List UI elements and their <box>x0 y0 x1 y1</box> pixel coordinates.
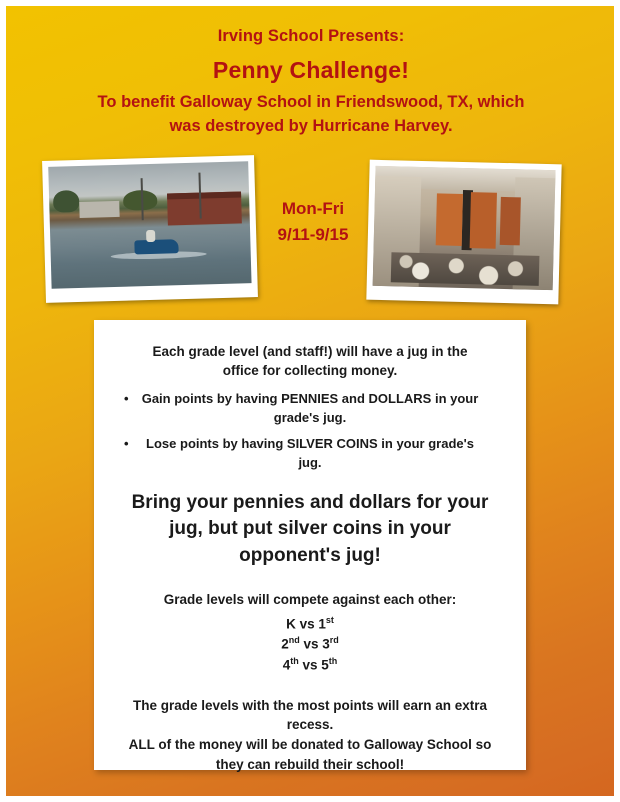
door-shape <box>470 192 497 249</box>
call-to-action-text: Bring your pennies and dollars for your jug, but put silver coins in your opponent's jug! <box>131 492 489 566</box>
flooded-street-photo-frame <box>48 161 251 289</box>
flooded-street-photo <box>42 155 258 303</box>
matchup-row <box>120 614 500 635</box>
page-title: Penny Challenge! <box>212 56 410 83</box>
intro-text: Each grade level (and staff!) will have a jug in the office for collecting money. <box>152 344 468 379</box>
matchup-row <box>120 655 500 676</box>
matchup-vs: vs <box>299 616 315 632</box>
matchup-right: 3 <box>322 636 330 652</box>
matchup-left: K <box>286 616 296 632</box>
bullet-icon: • <box>124 436 129 452</box>
presents-line: Irving School Presents: <box>217 27 405 45</box>
matchup-left: 2 <box>281 636 289 652</box>
matchup-left-suffix: th <box>290 656 299 667</box>
list-item-label: Lose points by having SILVER COINS in your grade's jug. <box>146 436 474 470</box>
event-date-range: 9/11-9/15 <box>277 225 349 245</box>
event-days: Mon-Fri <box>281 199 345 218</box>
matchup-vs: vs <box>302 657 318 673</box>
closing-line-1: The grade levels with the most points will earn an extra recess. <box>132 697 488 733</box>
tree-shape <box>53 190 80 213</box>
competition-heading: Grade levels will compete against each other: <box>163 591 457 607</box>
list-item <box>120 390 500 427</box>
door-shape <box>500 197 521 245</box>
matchup-right-suffix: st <box>325 614 334 625</box>
event-dates <box>238 196 388 249</box>
matchup-left: 4 <box>282 657 291 673</box>
subtitle-line: To benefit Galloway School in Friendswood, TX, which was destroyed by Hurricane Harvey. <box>97 93 525 136</box>
closing-text <box>120 696 500 774</box>
matchup-row <box>120 634 500 655</box>
rules-list <box>120 390 500 472</box>
damaged-hallway-photo <box>366 160 561 305</box>
building-shape <box>79 201 119 218</box>
poster-header <box>96 26 526 139</box>
matchup-list <box>120 614 500 676</box>
damaged-hallway-photo-frame <box>373 166 556 290</box>
closing-line-2: ALL of the money will be donated to Galloway School so they can rebuild their school! <box>128 737 492 772</box>
matchup-right: 5 <box>321 657 329 673</box>
red-barn-shape <box>167 191 242 225</box>
matchup-right: 1 <box>318 616 326 632</box>
matchup-right-suffix: rd <box>329 635 339 646</box>
matchup-left-suffix: nd <box>288 635 300 646</box>
bullet-icon: • <box>124 391 129 407</box>
boat-shape <box>134 239 178 254</box>
details-panel <box>94 320 526 770</box>
door-shape <box>436 193 463 246</box>
person-shape <box>146 230 155 242</box>
list-item-label: Gain points by having PENNIES and DOLLARS in your grade's jug. <box>141 391 479 425</box>
matchup-right-suffix: th <box>328 656 338 667</box>
matchup-vs: vs <box>303 636 319 652</box>
list-item <box>120 435 500 472</box>
debris-shape <box>391 252 540 286</box>
